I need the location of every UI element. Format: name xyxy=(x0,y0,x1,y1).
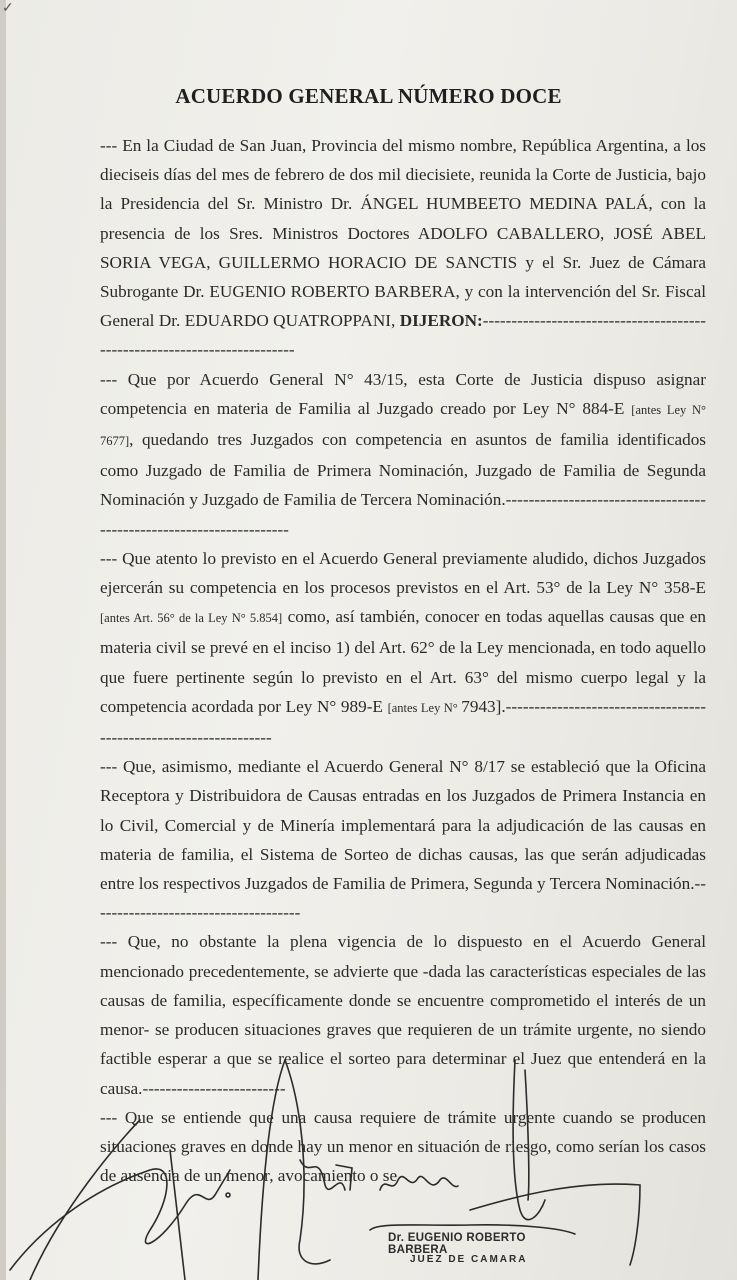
text-run: como, así también, conocer en todas aquellas causas que en materia civil se prevé en el inciso 1) del Art. 62° de la Ley mencionada, en todo aquello que fuere pertinente según lo previsto en el Art. 63° del mismo cuerpo legal y la competencia acordada por Ley N° 989-E xyxy=(100,607,706,716)
text-run: , quedando tres Juzgados con competencia en asuntos de familia identificados como Juzgado de Familia de Primera Nominación, Juzgado de Familia de Segunda Nominación y Juzgado de Familia de Tercera Nominación. xyxy=(100,430,706,510)
bold-text: DIJERON: xyxy=(399,311,483,331)
page-edge xyxy=(0,0,6,1280)
text-run: ------------------------- xyxy=(142,1078,286,1098)
text-run: --- Que se entiende que una causa requiere de trámite urgente cuando se producen situaciones graves en donde hay un menor en situación de riesgo, como serían los casos de ausencia de un menor, avocamiento o se xyxy=(100,1107,706,1186)
text-run: 7943]. xyxy=(461,696,506,716)
text-run: --- En la Ciudad de San Juan, Provincia del mismo nombre, República Argentina, a los dieciseis días del mes de febrero de dos mil diecisiete, reunida la Corte de Justicia, bajo la Presidencia del Sr. Ministro Dr. ÁNGEL HUMBEETO MEDINA PALÁ, con la presencia de los Sres. Ministros Doctores ADOLFO CABALLERO, JOSÉ ABEL SORIA VEGA, GUILLERMO HORACIO DE SANCTIS y el Sr. Juez de Cámara Subrogante Dr. EUGENIO ROBERTO BARBERA, y con la intervención del Sr. Fiscal General Dr. EDUARDO QUATROPPANI, xyxy=(100,136,706,331)
text-run: ----------------------------------------------------------------- xyxy=(100,696,706,748)
text-run: -------------------------------------------------------------------- xyxy=(100,490,706,539)
bracket-note: [antes Ley N° 7677] xyxy=(100,402,706,449)
text-run: ------------------------------------- xyxy=(100,874,706,923)
paragraph xyxy=(100,1103,706,1191)
stamp-name: Dr. EUGENIO ROBERTO BARBERA xyxy=(388,1232,526,1256)
document-body xyxy=(100,131,706,1190)
bracket-note: [antes Ley N° xyxy=(387,700,462,715)
text-run: --- Que por Acuerdo General N° 43/15, esta Corte de Justicia dispuso asignar competencia en materia de Familia al Juzgado creado por Ley N° 884-E xyxy=(100,369,706,418)
text-run: --- Que, no obstante la plena vigencia de lo dispuesto en el Acuerdo General mencionado precedentemente, se advierte que -dada las características especiales de las causas de familia, específicamente donde se encuentre comprometido el interés de un menor- se producen situaciones graves que requieren de un trámite urgente, no siendo factible esperar a que se realice el sorteo para determinar el Juez que entenderá en la causa. xyxy=(100,932,706,1098)
judge-stamp xyxy=(388,1232,588,1265)
paragraph xyxy=(100,365,706,544)
stamp-title: JUEZ DE CAMARA xyxy=(410,1254,528,1265)
text-run: --- Que atento lo previsto en el Acuerdo General previamente aludido, dichos Juzgados ejercerán su competencia en los procesos previstos en el Art. 53° de la Ley N° 358-E xyxy=(100,548,706,598)
document-title: ACUERDO GENERAL NÚMERO DOCE xyxy=(175,84,562,108)
paragraph xyxy=(100,131,706,365)
text-run: ------------------------------------------------------------------------- xyxy=(100,311,706,360)
paragraph xyxy=(100,752,706,927)
paragraph xyxy=(100,927,706,1102)
bracket-note: [antes Art. 56° de la Ley N° 5.854] xyxy=(100,611,283,626)
scan-mark: ✓ xyxy=(2,1,14,16)
paragraph xyxy=(100,544,706,752)
text-run: --- Que, asimismo, mediante el Acuerdo General N° 8/17 se estableció que la Oficina Receptora y Distribuidora de Causas entradas en los Juzgados de Primera Instancia en lo Civil, Comercial y de Minería implementará para la adjudicación de las causas en materia de familia, el Sistema de Sorteo de dichas causas, las que serán adjudicadas entre los respectivos Juzgados de Familia de Primera, Segunda y Tercera Nominación. xyxy=(100,757,706,894)
